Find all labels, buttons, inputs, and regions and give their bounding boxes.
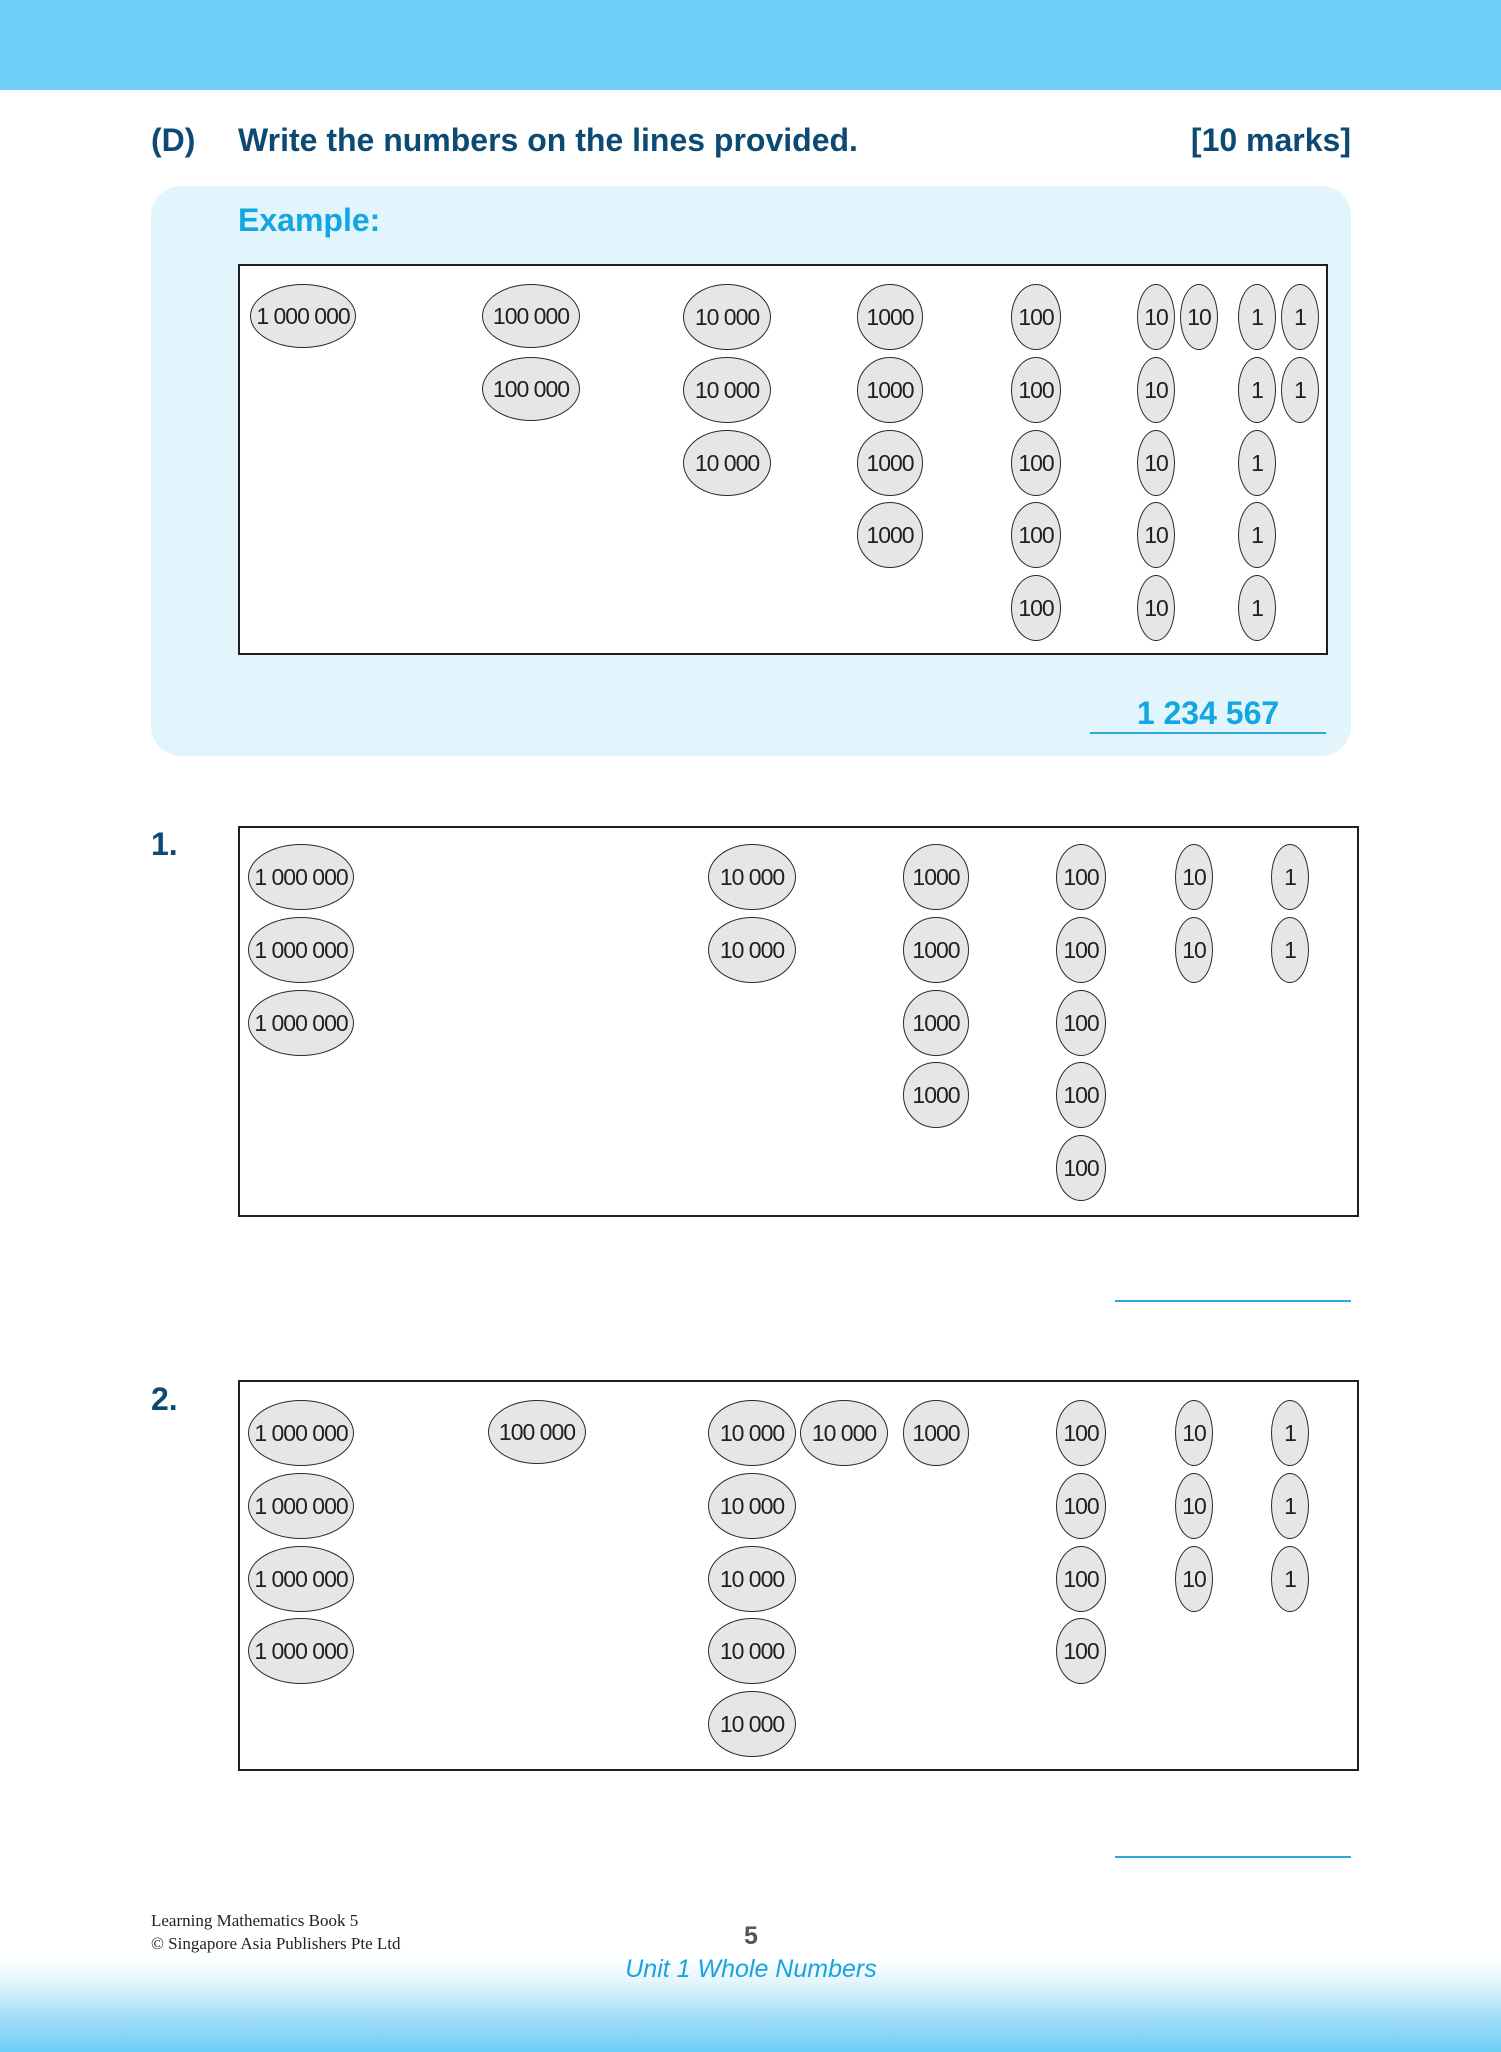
place-value-disc: 10 xyxy=(1137,430,1175,496)
place-value-disc: 10 000 xyxy=(800,1400,888,1466)
question-1-number: 1. xyxy=(151,826,178,862)
place-value-disc: 10 000 xyxy=(683,357,771,423)
unit-label: Unit 1 Whole Numbers xyxy=(625,1955,877,1983)
place-value-disc: 1 000 000 xyxy=(248,1618,354,1684)
place-value-disc: 10 xyxy=(1175,1400,1213,1466)
place-value-disc: 1000 xyxy=(857,357,923,423)
place-value-disc: 1 000 000 xyxy=(250,284,356,348)
place-value-disc: 10 xyxy=(1175,1473,1213,1539)
place-value-disc: 10 000 xyxy=(708,1546,796,1612)
footer-copyright: © Singapore Asia Publishers Pte Ltd xyxy=(151,1934,401,1953)
place-value-disc: 1000 xyxy=(857,284,923,350)
place-value-disc: 1 xyxy=(1281,284,1319,350)
question-2-answer-line[interactable] xyxy=(1115,1856,1351,1858)
place-value-disc: 1000 xyxy=(903,917,969,983)
place-value-disc: 1 xyxy=(1271,917,1309,983)
place-value-disc: 1 xyxy=(1238,575,1276,641)
place-value-disc: 10 xyxy=(1137,357,1175,423)
footer-book-title: Learning Mathematics Book 5 xyxy=(151,1911,359,1930)
place-value-disc: 1 xyxy=(1238,284,1276,350)
place-value-disc: 100 xyxy=(1056,1618,1106,1684)
place-value-disc: 1 xyxy=(1271,1473,1309,1539)
place-value-disc: 1000 xyxy=(903,844,969,910)
place-value-disc: 1000 xyxy=(857,430,923,496)
place-value-disc: 1 000 000 xyxy=(248,990,354,1056)
section-marks: [10 marks] xyxy=(1190,122,1351,158)
place-value-disc: 10 xyxy=(1175,1546,1213,1612)
place-value-disc: 100 xyxy=(1056,917,1106,983)
place-value-disc: 1000 xyxy=(903,1062,969,1128)
place-value-disc: 1 xyxy=(1271,844,1309,910)
place-value-disc: 10 000 xyxy=(708,1618,796,1684)
place-value-disc: 100 xyxy=(1056,1400,1106,1466)
place-value-disc: 10 xyxy=(1175,844,1213,910)
place-value-disc: 10 000 xyxy=(708,844,796,910)
place-value-disc: 10 000 xyxy=(708,1400,796,1466)
place-value-disc: 100 xyxy=(1011,430,1061,496)
top-color-band xyxy=(0,0,1501,90)
place-value-disc: 100 xyxy=(1056,1473,1106,1539)
section-instruction: Write the numbers on the lines provided. xyxy=(238,122,858,158)
place-value-disc: 100 xyxy=(1056,1062,1106,1128)
question-2-number: 2. xyxy=(151,1381,178,1417)
place-value-disc: 100 xyxy=(1011,284,1061,350)
place-value-disc: 1 xyxy=(1238,430,1276,496)
place-value-disc: 100 000 xyxy=(482,284,580,348)
place-value-disc: 1000 xyxy=(903,990,969,1056)
place-value-disc: 1 000 000 xyxy=(248,1473,354,1539)
place-value-disc: 100 xyxy=(1056,990,1106,1056)
place-value-disc: 10 000 xyxy=(683,430,771,496)
example-answer: 1 234 567 xyxy=(1136,695,1280,731)
question-1-answer-line[interactable] xyxy=(1115,1300,1351,1302)
place-value-disc: 10 000 xyxy=(683,284,771,350)
place-value-disc: 1 xyxy=(1238,502,1276,568)
place-value-disc: 10 xyxy=(1175,917,1213,983)
place-value-disc: 1000 xyxy=(857,502,923,568)
place-value-disc: 1 xyxy=(1271,1400,1309,1466)
place-value-disc: 10 000 xyxy=(708,1473,796,1539)
place-value-disc: 10 xyxy=(1180,284,1218,350)
question-2-disc-box xyxy=(238,1380,1359,1771)
place-value-disc: 100 xyxy=(1056,1546,1106,1612)
page-number: 5 xyxy=(744,1922,758,1950)
example-title: Example: xyxy=(238,202,381,238)
place-value-disc: 1 xyxy=(1271,1546,1309,1612)
place-value-disc: 100 xyxy=(1011,502,1061,568)
place-value-disc: 100 xyxy=(1056,844,1106,910)
place-value-disc: 1000 xyxy=(903,1400,969,1466)
place-value-disc: 100 000 xyxy=(488,1400,586,1464)
question-1-disc-box xyxy=(238,826,1359,1217)
place-value-disc: 100 xyxy=(1011,357,1061,423)
place-value-disc: 10 000 xyxy=(708,917,796,983)
place-value-disc: 100 xyxy=(1056,1135,1106,1201)
place-value-disc: 1 000 000 xyxy=(248,1546,354,1612)
place-value-disc: 10 xyxy=(1137,284,1175,350)
section-label: (D) xyxy=(151,122,196,158)
place-value-disc: 1 000 000 xyxy=(248,1400,354,1466)
place-value-disc: 10 xyxy=(1137,575,1175,641)
place-value-disc: 1 xyxy=(1238,357,1276,423)
place-value-disc: 10 000 xyxy=(708,1691,796,1757)
place-value-disc: 1 xyxy=(1281,357,1319,423)
place-value-disc: 100 xyxy=(1011,575,1061,641)
example-disc-box xyxy=(238,264,1328,655)
place-value-disc: 100 000 xyxy=(482,357,580,421)
example-answer-line xyxy=(1090,732,1326,734)
place-value-disc: 10 xyxy=(1137,502,1175,568)
place-value-disc: 1 000 000 xyxy=(248,844,354,910)
place-value-disc: 1 000 000 xyxy=(248,917,354,983)
